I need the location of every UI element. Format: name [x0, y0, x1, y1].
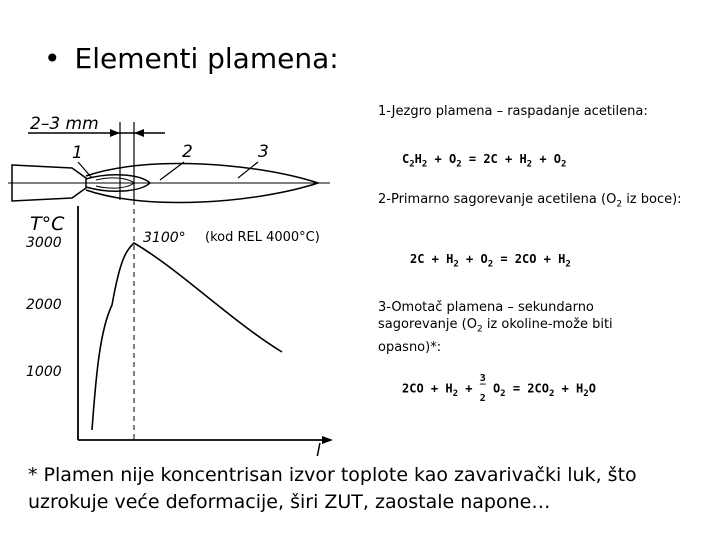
slide-title — [44, 42, 339, 75]
item-1-equation: $C_2H_2 + O_2 = 2C + H_2 + O_2$ — [402, 152, 567, 170]
y-tick-2000: 2000 — [26, 297, 62, 313]
item-1-heading: 1-Jezgro plamena – raspadanje acetilena: — [378, 104, 648, 119]
dimension-label: 2–3 mm — [30, 114, 99, 134]
title-bullet: • — [44, 42, 61, 75]
rel-reference-note: (kod REL 4000°C) — [205, 230, 320, 245]
flame-diagram — [0, 100, 370, 460]
item-2-equation: $2C + H_2 + O_2 = 2CO + H_2$ — [410, 252, 571, 270]
item-3-heading: 3-Omotač plamena – sekundarno sagorevanje ($O_2$ iz okoline-može biti opasno)*: — [378, 300, 613, 355]
marker-2: 2 — [182, 142, 193, 162]
x-axis-label: l — [316, 441, 321, 460]
y-axis-label: T°C — [30, 213, 65, 235]
y-tick-1000: 1000 — [26, 364, 62, 380]
marker-1: 1 — [72, 143, 83, 163]
peak-label: 3100° — [143, 230, 186, 246]
item-2-heading: 2-Primarno sagorevanje acetilena ($O_2$ iz boce): — [378, 192, 682, 210]
temperature-curve — [92, 243, 282, 430]
title-text: Elementi plamena: — [74, 42, 339, 75]
y-tick-3000: 3000 — [26, 235, 62, 251]
item-3-equation: $2CO + H_2 + 3$ ‾ 2 $O_2 = 2CO_2 + H_2O$ — [402, 373, 596, 404]
marker-3: 3 — [258, 142, 269, 162]
footnote: * Plamen nije koncentrisan izvor toplote kao zavarivački luk, što uzrokuje veće deformacije, širi ZUT, zaostale napone… — [28, 464, 637, 513]
